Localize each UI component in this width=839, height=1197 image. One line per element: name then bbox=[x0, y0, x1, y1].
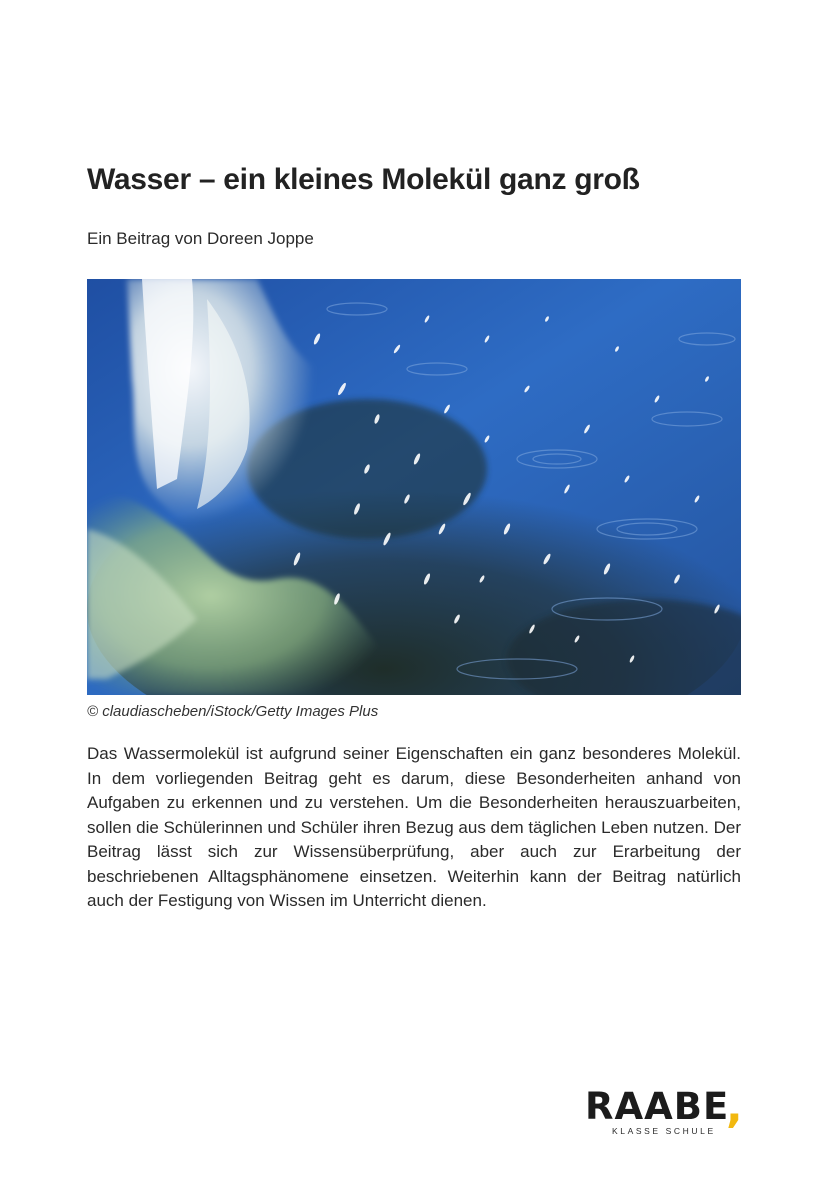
logo-wordmark: RAABE bbox=[585, 1085, 730, 1128]
raabe-logo bbox=[585, 1082, 750, 1138]
author-byline: Ein Beitrag von Doreen Joppe bbox=[87, 229, 314, 248]
water-splash-photo bbox=[87, 279, 741, 695]
logo-comma-mark: , bbox=[726, 1082, 743, 1133]
intro-paragraph: Das Wassermolekül ist aufgrund seiner Eigenschaften ein ganz besonderes Molekül. In dem vorliegenden Beitrag geht es darum, diese Besonderheiten anhand von Aufgaben zu erkennen und zu verstehen. Um die Besonderheiten herauszuarbeiten, sollen die Schülerinnen und Schüler ihren Bezug aus dem täglichen Leben nutzen. Der Beitrag lässt sich zur Wissensüberprüfung, aber auch zur Erarbeitung der beschriebenen Alltagsphänomene einsetzen. Weiterhin kann der Beitrag natürlich auch der Festigung von Wissen im Unterricht dienen. bbox=[87, 744, 741, 910]
image-caption: © claudiascheben/iStock/Getty Images Plus bbox=[87, 703, 379, 720]
logo-tagline: KLASSE SCHULE bbox=[612, 1126, 716, 1136]
page-title: Wasser – ein kleines Molekül ganz groß bbox=[87, 163, 640, 196]
